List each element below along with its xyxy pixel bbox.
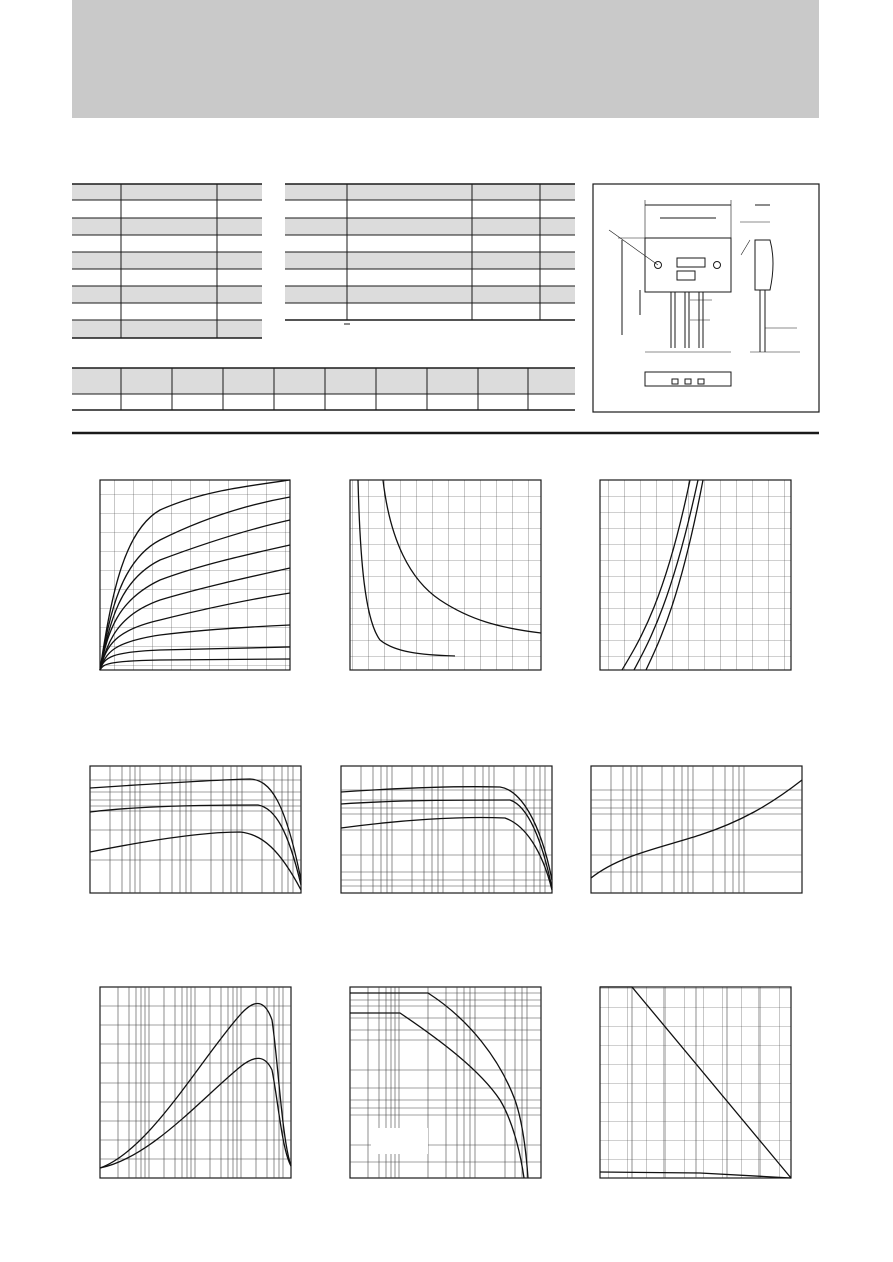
graph-log-rolloff-2	[341, 766, 552, 893]
graph-log-derating	[350, 987, 541, 1178]
package-outline-drawing	[593, 184, 819, 412]
graph-rising-curves	[600, 480, 791, 670]
graph-log-peak	[100, 987, 291, 1178]
graph-decay-curves	[350, 480, 541, 670]
spec-table-bottom	[72, 368, 575, 410]
graph-output-characteristics	[100, 480, 290, 670]
graph-log-rising	[591, 766, 802, 893]
graph-log-rolloff-1	[90, 766, 301, 893]
graph-linear-derating	[600, 987, 791, 1178]
spec-table-right	[285, 184, 575, 324]
spec-table-left	[72, 184, 262, 338]
